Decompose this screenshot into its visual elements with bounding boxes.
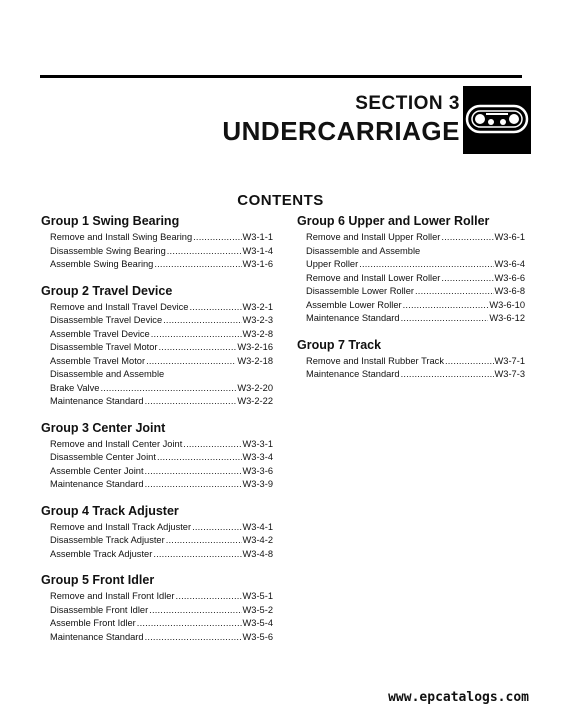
dot-leader xyxy=(146,355,236,369)
group-title: Group 6 Upper and Lower Roller xyxy=(297,214,490,228)
dot-leader xyxy=(167,245,242,259)
toc-entry-page: W3-7-3 xyxy=(494,369,525,379)
toc-entry-page: W3-4-8 xyxy=(242,548,273,559)
dot-leader xyxy=(441,272,493,286)
toc-entry-page: W3-2-20 xyxy=(237,382,273,393)
contents-left-column xyxy=(41,214,273,656)
toc-entry-label: Maintenance Standard xyxy=(306,369,400,379)
toc-entry-label: Remove and Install Upper Roller xyxy=(306,232,441,242)
toc-entry[interactable] xyxy=(297,368,525,382)
toc-entry[interactable] xyxy=(41,465,273,479)
toc-entry[interactable] xyxy=(41,355,273,369)
toc-entry-page: W3-2-8 xyxy=(242,328,273,339)
dot-leader xyxy=(145,395,237,409)
toc-entry[interactable] xyxy=(297,355,525,369)
dot-leader xyxy=(137,617,242,631)
toc-entry[interactable] xyxy=(41,631,273,645)
toc-entry-page: W3-7-1 xyxy=(494,355,525,366)
toc-entry[interactable] xyxy=(41,478,273,492)
dot-leader xyxy=(166,534,242,548)
dot-leader xyxy=(153,548,241,562)
toc-entry-page: W3-2-1 xyxy=(242,301,273,312)
toc-entry-label: Assemble Travel Device xyxy=(50,328,150,339)
toc-entry[interactable] xyxy=(297,231,525,245)
toc-entry-label: Disassemble Travel Motor xyxy=(50,342,158,352)
toc-entry-page: W3-6-12 xyxy=(489,313,525,323)
contents-group xyxy=(297,214,525,326)
toc-entry[interactable] xyxy=(41,438,273,452)
toc-entry-label: Maintenance Standard xyxy=(50,479,144,489)
header-rule xyxy=(40,75,522,78)
toc-entry[interactable] xyxy=(41,245,273,259)
group-title: Group 4 Track Adjuster xyxy=(41,503,179,518)
toc-entry-label: Maintenance Standard xyxy=(306,313,400,323)
toc-entry[interactable] xyxy=(41,382,273,396)
contents-group xyxy=(41,573,273,644)
toc-entry[interactable] xyxy=(41,314,273,328)
footer-url[interactable]: www.epcatalogs.com xyxy=(388,690,529,705)
toc-entry-page: W3-3-4 xyxy=(242,452,273,462)
toc-entry-page: W3-1-4 xyxy=(242,245,273,256)
toc-entry-page: W3-1-6 xyxy=(242,259,273,269)
toc-entry-page: W3-5-2 xyxy=(242,604,273,615)
toc-entry-label: Assemble Front Idler xyxy=(50,618,136,628)
dot-leader xyxy=(158,341,236,355)
toc-entry-label: Remove and Install Front Idler xyxy=(50,591,175,601)
dot-leader xyxy=(154,258,241,272)
toc-entry-label: Assemble Track Adjuster xyxy=(50,548,153,559)
toc-entry[interactable] xyxy=(41,231,273,245)
toc-entry-label: Disassemble and Assemble xyxy=(306,245,421,256)
toc-entry-page: W3-3-1 xyxy=(242,438,273,449)
dot-leader xyxy=(192,521,241,535)
toc-entry-page: W3-1-1 xyxy=(242,232,273,242)
toc-entry[interactable] xyxy=(297,245,525,259)
toc-entry-label: Disassemble Front Idler xyxy=(50,604,149,615)
dot-leader xyxy=(151,328,242,342)
toc-entry[interactable] xyxy=(41,341,273,355)
group-title: Group 3 Center Joint xyxy=(41,420,166,435)
toc-entry-page: W3-4-1 xyxy=(242,521,273,532)
toc-entry[interactable] xyxy=(297,312,525,326)
section-number: SECTION 3 xyxy=(355,93,460,114)
dot-leader xyxy=(403,299,489,313)
toc-entry-label: Disassemble and Assemble xyxy=(50,369,165,379)
dot-leader xyxy=(401,312,489,326)
toc-entry[interactable] xyxy=(41,590,273,604)
toc-entry[interactable] xyxy=(41,368,273,382)
toc-entry-label: Assemble Lower Roller xyxy=(306,299,402,310)
group-title: Group 1 Swing Bearing xyxy=(41,214,180,228)
toc-entry[interactable] xyxy=(41,328,273,342)
toc-entry-page: W3-5-1 xyxy=(242,591,273,601)
dot-leader xyxy=(183,438,241,452)
contents-heading: CONTENTS xyxy=(237,192,324,209)
toc-entry-label: Disassemble Track Adjuster xyxy=(50,535,165,545)
undercarriage-track-icon xyxy=(463,86,531,154)
toc-entry[interactable] xyxy=(41,258,273,272)
toc-entry-label: Upper Roller xyxy=(306,259,359,269)
dot-leader xyxy=(445,355,494,369)
dot-leader xyxy=(163,314,241,328)
toc-entry[interactable] xyxy=(297,258,525,272)
toc-entry-page: W3-2-16 xyxy=(237,342,273,352)
toc-entry-label: Brake Valve xyxy=(50,382,100,393)
toc-entry-label: Remove and Install Rubber Track xyxy=(306,355,444,366)
dot-leader xyxy=(157,451,242,465)
dot-leader xyxy=(145,478,242,492)
toc-entry-page: W3-2-18 xyxy=(237,355,273,366)
toc-entry-label: Remove and Install Center Joint xyxy=(50,438,183,449)
toc-entry[interactable] xyxy=(297,285,525,299)
toc-entry-label: Disassemble Travel Device xyxy=(50,315,163,325)
toc-entry-label: Disassemble Center Joint xyxy=(50,452,156,462)
section-title: UNDERCARRIAGE xyxy=(222,116,460,146)
toc-entry[interactable] xyxy=(41,604,273,618)
toc-entry-page: W3-6-8 xyxy=(494,286,525,296)
toc-entry-label: Remove and Install Track Adjuster xyxy=(50,521,192,532)
toc-entry-label: Assemble Swing Bearing xyxy=(50,259,154,269)
dot-leader xyxy=(189,301,241,315)
toc-entry-page: W3-2-22 xyxy=(237,396,273,406)
toc-entry-page: W3-4-2 xyxy=(242,535,273,545)
toc-entry-label: Disassemble Lower Roller xyxy=(306,286,414,296)
toc-entry-label: Maintenance Standard xyxy=(50,631,144,642)
toc-entry-page: W3-6-6 xyxy=(494,272,525,283)
toc-entry[interactable] xyxy=(41,451,273,465)
contents-group xyxy=(41,504,273,562)
contents-group xyxy=(297,338,525,382)
toc-entry-page: W3-5-4 xyxy=(242,618,273,628)
toc-entry-label: Remove and Install Lower Roller xyxy=(306,272,441,283)
toc-entry[interactable] xyxy=(41,534,273,548)
toc-entry-page: W3-3-9 xyxy=(242,479,273,489)
dot-leader xyxy=(100,382,236,396)
toc-entry-page: W3-2-3 xyxy=(242,315,273,325)
dot-leader xyxy=(145,465,242,479)
toc-entry-label: Remove and Install Swing Bearing xyxy=(50,232,193,242)
dot-leader xyxy=(441,231,493,245)
toc-entry-page: W3-5-6 xyxy=(242,631,273,642)
toc-entry-label: Disassemble Swing Bearing xyxy=(50,245,166,256)
toc-entry-label: Assemble Center Joint xyxy=(50,465,144,476)
group-title: Group 7 Track xyxy=(297,337,382,352)
group-title: Group 2 Travel Device xyxy=(41,283,173,298)
toc-entry-page: W3-3-6 xyxy=(242,465,273,476)
dot-leader xyxy=(176,590,242,604)
toc-entry-label: Remove and Install Travel Device xyxy=(50,301,189,312)
toc-entry-page: W3-6-4 xyxy=(494,259,525,269)
group-title: Group 5 Front Idler xyxy=(41,573,155,587)
dot-leader xyxy=(401,368,494,382)
dot-leader xyxy=(415,285,494,299)
toc-entry-label: Assemble Travel Motor xyxy=(50,355,146,366)
toc-entry[interactable] xyxy=(41,301,273,315)
toc-entry[interactable] xyxy=(41,521,273,535)
toc-entry[interactable] xyxy=(41,395,273,409)
dot-leader xyxy=(145,631,242,645)
contents-right-column xyxy=(297,214,525,394)
toc-entry[interactable] xyxy=(41,617,273,631)
toc-entry-label: Maintenance Standard xyxy=(50,396,144,406)
contents-group xyxy=(41,421,273,492)
contents-group xyxy=(41,214,273,272)
toc-entry[interactable] xyxy=(41,548,273,562)
toc-entry-page: W3-6-1 xyxy=(494,232,525,242)
toc-entry[interactable] xyxy=(297,272,525,286)
dot-leader xyxy=(193,231,241,245)
dot-leader xyxy=(359,258,493,272)
contents-group xyxy=(41,284,273,409)
toc-entry-page: W3-6-10 xyxy=(489,299,525,310)
dot-leader xyxy=(149,604,241,618)
toc-entry[interactable] xyxy=(297,299,525,313)
